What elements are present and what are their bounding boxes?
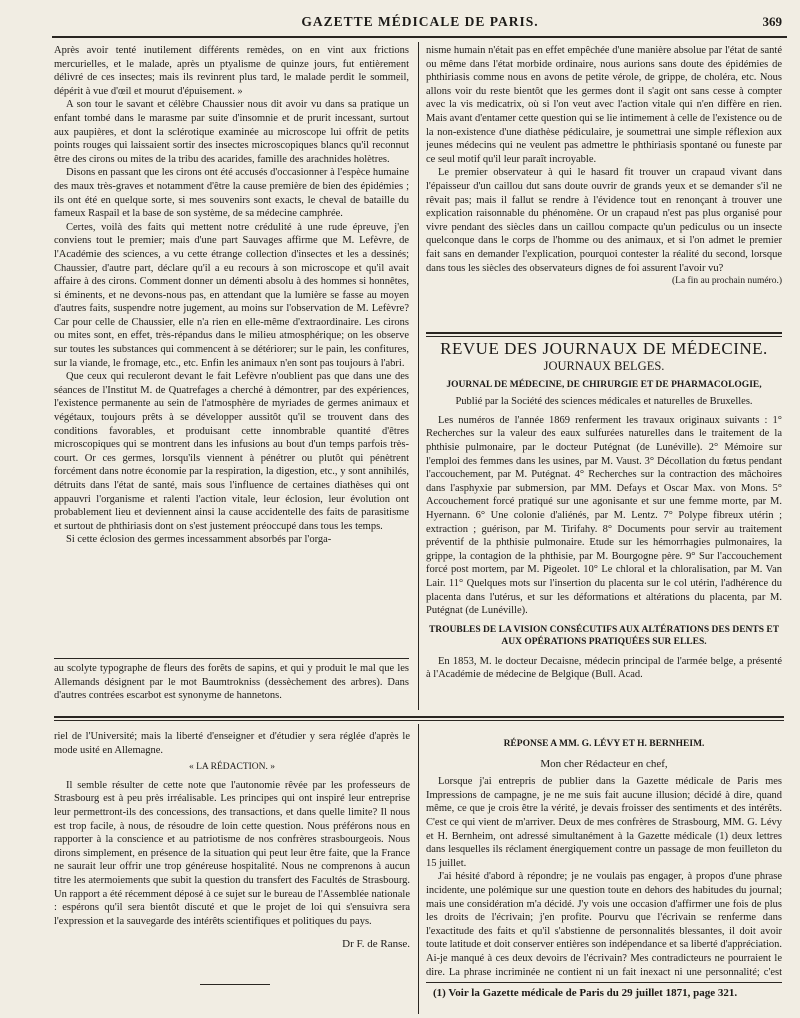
right-column xyxy=(426,44,782,326)
letter-title: RÉPONSE A MM. G. LÉVY ET H. BERNHEIM. xyxy=(503,739,705,749)
section-text: En 1853, M. le docteur Decaisne, médecin principal de l'armée belge, a présenté à l'Académie de médecine de Belgique (Bull. Acad. xyxy=(426,655,782,681)
paragraph: Lorsque j'ai entrepris de publier dans la Gazette médicale de Paris mes Impressions de campagne, je ne me suis fait aucune illusion; décidé à dire, quand même, ce que je crois être la vérité, je devais froisser des sentiments et des intérêts. C'est ce qui vient de m'arriver. Deux de mes confrères de Strasbourg, MM. G. Lévy et H. Bernheim, ont adressé simultanément à la Gazette médicale (1) deux lettres dans lesquelles ils réclament énergiquement contre un passage de mon feuilleton du 15 juillet. xyxy=(426,776,782,869)
column-divider xyxy=(418,42,419,710)
paragraph: Que ceux qui reculeront devant le fait Lefèvre n'oublient pas que dans une des séances de l'Institut M. de Quatrefages a cherché à démontrer, par des expériences, l'existence permanente au sein de l'atmosphère de myriades de germes animaux et végétaux, toujours prêts à se développer aussitôt qu'il se trouvent dans des conditions favorables, et produisant cette innombrable quantité d'êtres microscopiques qui se montrent dans les infusions au bout d'un temps parfois très-court. Or ces germes, lorsqu'ils viennent à pénétrer ou plutôt qui pénètrent forcément dans notre économie par la respiration, la digestion, etc., y sont annihilés, détruits dans l'état de santé, mais sous l'influence de certaines diathèses qui ont appauvri l'organisme et ralenti l'action vitale, leur éclosion, leur évolution ont probablement lieu et deviennent ainsi la cause accidentelle des faits de parasitisme et surtout de phthiriasis dont on s'est justement préoccupé dans tous les temps. xyxy=(54,371,409,532)
letter-footnote: (1) Voir la Gazette médicale de Paris du 29 juillet 1871, page 321. xyxy=(433,987,738,999)
left-footnote xyxy=(54,662,409,708)
paragraph: Disons en passant que les cirons ont été accusés d'occasionner à l'espèce humaine des maux très-graves et notamment d'être la cause première de bien des épidémies ; ils ont été en quelque sorte, si mes souvenirs sont exacts, le cheval de bataille du fameux Raspail et la base de son système, de sa médecine camphrée. xyxy=(54,167,409,220)
column-divider xyxy=(418,724,419,1014)
footnote-text: au scolyte typographe de fleurs des forêts de sapins, et qui y produit le mal que les Allemands désignent par le mot Baumtrokniss (dessèchement des arbres). Dans d'autres contrées escarbot est synonyme de hannetons. xyxy=(54,663,409,702)
paragraph: A son tour le savant et célèbre Chaussier nous dit avoir vu dans sa pratique un enfant tombé dans le marasme par suite d'insomnie et de prurit incessant, surtout aux paupières, et dont la sclérotique examinée au microscope lui offrit de petits points rouges qui laissaient sortir des insectes microscopiques blancs qu'il reconnut être des cirons ou mites de la tribu des acarides, famille des arachnides holètres. xyxy=(54,99,409,165)
review-title: REVUE DES JOURNAUX DE MÉDECINE. xyxy=(440,340,768,358)
paragraph: nisme humain n'était pas en effet empêchée d'une manière absolue par l'état de santé ou même dans l'état morbide ordinaire, nous aurions sans doute des épidémies de phthiriasis comme nous en avons de petite vérole, de grippe, de choléra, etc. Nous allons voir du reste bientôt que les germes dont il s'agit ont sans cesse à compter avec la vis medicatrix, où si l'on veut avec l'action vitale qui n'en diffère en rien. Mais avant d'entamer cette question qui se lie intimement à celle de l'existence ou de la non-existence d'une diathèse pédiculaire, je soumettrai une simple réflexion aux jeunes médecins qui ne veulent pas admettre le phthiriasis spontané ou funeste par ce seul motif qu'il leur paraît incroyable. xyxy=(426,45,782,165)
left-column xyxy=(54,44,409,630)
section-rule xyxy=(426,336,782,337)
header-rule xyxy=(52,36,787,38)
paragraph: riel de l'Université; mais la liberté d'enseigner et d'étudier y sera réglée d'après le mode usité en Allemagne. xyxy=(54,731,410,756)
footnote-rule xyxy=(426,982,782,983)
bottom-right-column xyxy=(426,730,782,980)
lower-rule xyxy=(54,720,784,721)
paragraph: J'ai hésité d'abord à répondre; je ne voulais pas engager, à propos d'une phrase incidente, une polémique sur une question toute en dehors des habitudes du journal; mais une considération m'a décidé. J'y vois une occasion d'affirmer une fois de plus les droits de l'écrivain; j'en profite. Pourvu que l'écrivain se renferme dans l'exactitude des faits et qu'il s'abstienne de personnalités blessantes, il doit avoir toute latitude et doit conserver entières son indépendance et sa liberté d'appréciation. Ai-je manqué à ces deux devoirs de l'écrivain? Mes contradicteurs ne pourraient le dire. La phrase incriminée ne contient ni un fait inexact ni une personnalité; c'est xyxy=(426,871,782,978)
journal-name: JOURNAL DE MÉDECINE, DE CHIRURGIE ET DE PHARMACOLOGIE, xyxy=(446,380,762,391)
paragraph: Après avoir tenté inutilement différents remèdes, on en vint aux frictions mercurielles, et le malade, après un ptyalisme de quinze jours, fut entièrement délivré de ces insectes; mais ils revinrent plus tard, le malade perdit le sommeil, dépérit à vue d'œil et mourut d'épuisement. » xyxy=(54,45,409,97)
review-contents: Les numéros de l'année 1869 renferment les travaux originaux suivants : 1° Recherches sur la valeur des eaux sulfurées naturelles dans le traitement de la phthisie pulmonaire, par le docteur Putégnat (de Lunéville). 2° Mémoire sur l'emploi des femmes dans les usines, par M. Vaust. 3° Décollation du fœtus pendant l'accouchement, par M. Putégnat. 4° Recherches sur la contraction des mâchoires dans l'asphyxie par submersion, par MM. Defays et Oscar Max. von Mons. 5° Accouchement forcé pratiqué sur une agonisante et sur une femme morte, par M. Hyernann. 6° Une colonie d'aliénés, par M. Lentz. 7° Polype fibreux utérin ; extraction ; guérison, par M. Tirifahy. 8° Documents pour servir au traitement préventif de la phthisie pulmonaire. Etude sur les hémorrhagies pulmonaires, la grippe, la contagion de la phthisie, par M. Bourgogne père. 9° Sur l'accouchement forcé post mortem, par M. Pigeolet. 10° Le chloral et la chloralisation, par M. Van Lair. 11° Quelques mots sur l'insertion du placenta sur le col utérin, l'adhérence du placenta dans l'utérus, et sur les déformations et altérations du placenta, par M. Putégnat (de Lunéville). xyxy=(426,414,782,617)
review-section xyxy=(426,340,782,712)
paragraph: Si cette éclosion des germes incessamment absorbés par l'orga- xyxy=(66,534,332,546)
signature: Dr F. de Ranse. xyxy=(342,938,410,951)
paragraph: Il semble résulter de cette note que l'autonomie rêvée par les professeurs de Strasbourg est à peu près irréalisable. Les principes qui ont inspiré leur entreprise leur permettront-ils des concessions, des transactions, et dans quelle limite? Il nous est trop facile, à nous, de résoudre de loin cette question. Nous préférons nous en rapporter à la conscience et au patriotisme de nos confrères strasbourgeois. Nous dirons simplement, en présence de la situation qui peut leur être faite, que la France ne saurait leur offrir une trop généreuse hospitalité. Nous ne comprenons à aucun titre les atermoiements que subit la question du transfert des Facultés de Strasbourg. Un rapport a été récemment déposé à ce sujet sur le bureau de l'Assemblée nationale : espérons qu'il sera bientôt discuté et que le projet de loi qui s'ensuivra sera l'expression et la sauvegarde des intérêts scientifiques et politiques du pays. xyxy=(54,779,410,927)
footnote-rule xyxy=(54,658,409,659)
review-subtitle: JOURNAUX BELGES. xyxy=(543,358,665,373)
section-heading: TROUBLES DE LA VISION CONSÉCUTIFS AUX ALTÉRATIONS DES DENTS ET AUX OPÉRATIONS PRATIQUÉES SUR ELLES. xyxy=(428,624,780,648)
journal-title: GAZETTE MÉDICALE DE PARIS. xyxy=(301,14,539,29)
journal-publisher: Publié par la Société des sciences médicales et naturelles de Bruxelles. xyxy=(455,395,753,407)
continuation-note: (La fin au prochain numéro.) xyxy=(672,276,782,287)
page-header xyxy=(50,12,790,34)
note-label: « LA RÉDACTION. » xyxy=(188,762,276,773)
paragraph: Certes, voilà des faits qui mettent notre crédulité à une rude épreuve, j'en conviens tout le premier; mais d'une part Sauvages affirme que M. Lefèvre, de l'Académie des sciences, a vu cette étrange collection d'insectes et les a dessinés; Chaussier, d'autre part, déclare qu'il a eu recours à son microscope et qu'il avait affaire à des cirons. Comment donner un démenti absolu à des hommes si honnêtes, si éminents, et ne devons-nous pas, en attendant que la lumière se fasse au moyen d'autres faits, suspendre notre jugement, au moins sur l'observation de M. Lefèvre? Car pour celle de Chaussier, elle n'a rien en elle-même d'extraordinaire. Les cirons ou mites sont, en effet, très-répandus dans le milieu atmosphérique; on les observe sur toutes les substances qui commencent à se détériorer; sur le pain, les confitures, sur la viande, le fromage, etc., etc. Enfin les animaux n'en sont pas toujours à l'abri. xyxy=(54,221,409,369)
salutation: Mon cher Rédacteur en chef, xyxy=(540,757,668,770)
paragraph: Le premier observateur à qui le hasard fit trouver un crapaud vivant dans l'épaisseur d'un caillou dut sans doute ouvrir de grands yeux et se demander s'il ne rêvait pas; mais il fallut se rendre à l'évidence tout en renonçant à trouver une explication raisonnable du phénomène. Or un crapaud n'est pas plus organisé pour vivre pendant des siècles dans un caillou compacte qu'un pediculus ou un insecte quelconque dans le corps de l'homme ou des animaux, et si l'on admet le premier fait sans en demander l'explication, pourquoi contester la réalité du second, lorsque dans tous les siècles des observateurs dignes de foi assurent l'avoir vu? xyxy=(426,167,782,274)
page-number: 369 xyxy=(762,14,782,29)
bottom-left-column xyxy=(54,730,410,968)
section-rule xyxy=(426,332,782,334)
lower-rule xyxy=(54,716,784,718)
end-rule xyxy=(200,984,270,985)
